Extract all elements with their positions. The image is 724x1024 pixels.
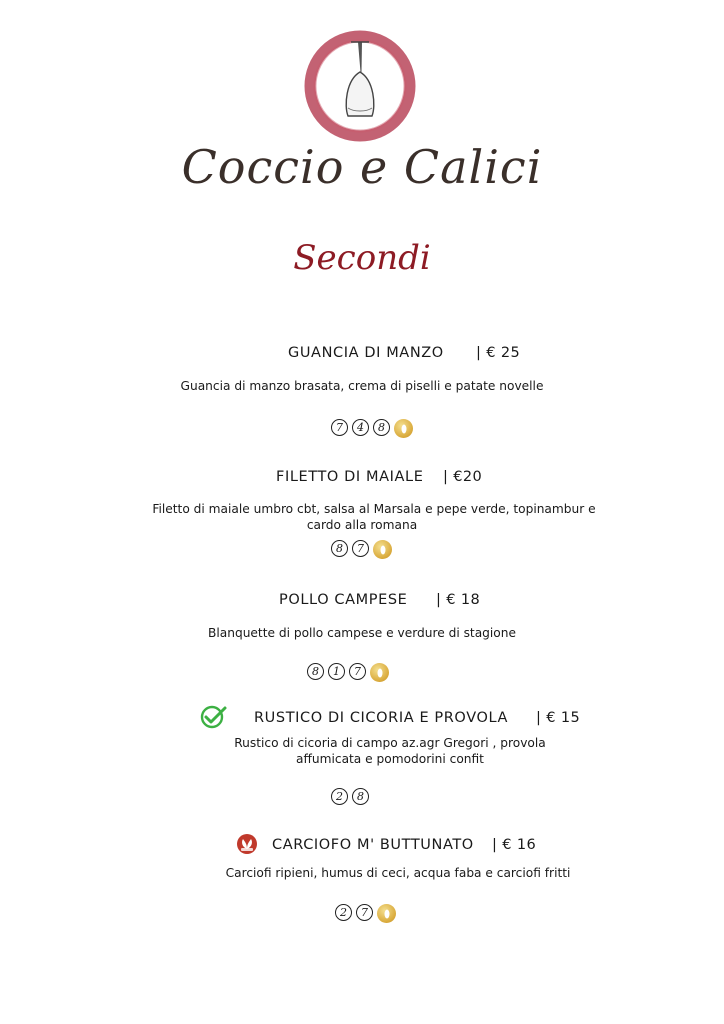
allergen-icon: 8 <box>331 540 348 557</box>
item-1-name: GUANCIA DI MANZO <box>288 345 444 361</box>
item-4-description-line-1: Rustico di cicoria di campo az.agr Gregori , provola <box>234 736 546 750</box>
gluten-free-icon <box>377 904 396 923</box>
allergen-icon: 2 <box>335 904 352 921</box>
item-3-name: POLLO CAMPESE <box>279 592 408 608</box>
item-2-description-line-1: Filetto di maiale umbro cbt, salsa al Marsala e pepe verde, topinambur e <box>152 502 596 516</box>
item-3-price: | € 18 <box>436 592 481 608</box>
section-title: Secondi <box>293 238 431 278</box>
gluten-free-icon <box>373 540 392 559</box>
item-5-allergens <box>335 904 396 923</box>
allergen-icon: 1 <box>328 663 345 680</box>
item-2-allergens <box>331 540 392 559</box>
item-4-description-line-2: affumicata e pomodorini confit <box>296 752 484 766</box>
allergen-icon: 8 <box>352 788 369 805</box>
allergen-icon: 7 <box>356 904 373 921</box>
item-3-allergens <box>307 663 389 682</box>
allergen-icon: 2 <box>331 788 348 805</box>
gluten-free-icon <box>394 419 413 438</box>
item-2-description-line-2: cardo alla romana <box>306 518 418 532</box>
item-2-name: FILETTO DI MAIALE <box>276 469 424 485</box>
item-4-allergens <box>331 788 369 805</box>
item-5-name: CARCIOFO M' BUTTUNATO <box>272 837 474 853</box>
item-4-name: RUSTICO DI CICORIA E PROVOLA <box>254 710 508 726</box>
item-1-price: | € 25 <box>476 345 521 361</box>
vegetarian-check-icon <box>200 705 228 729</box>
item-5-price: | € 16 <box>492 837 537 853</box>
item-5-description: Carciofi ripieni, humus di ceci, acqua faba e carciofi fritti <box>225 866 571 880</box>
item-1-description: Guancia di manzo brasata, crema di piselli e patate novelle <box>180 379 544 393</box>
gluten-free-icon <box>370 663 389 682</box>
item-4-price: | € 15 <box>536 710 581 726</box>
item-2-price: | €20 <box>443 469 483 485</box>
item-3-description: Blanquette di pollo campese e verdure di stagione <box>208 626 516 640</box>
logo-wine-glass-icon <box>302 28 418 144</box>
brand-name: Coccio e Calici <box>181 140 543 194</box>
allergen-icon: 7 <box>352 540 369 557</box>
allergen-icon: 8 <box>373 419 390 436</box>
item-1-allergens <box>331 419 413 438</box>
allergen-icon: 8 <box>307 663 324 680</box>
allergen-icon: 4 <box>352 419 369 436</box>
vegan-leaf-icon <box>236 833 258 855</box>
allergen-icon: 7 <box>349 663 366 680</box>
allergen-icon: 7 <box>331 419 348 436</box>
